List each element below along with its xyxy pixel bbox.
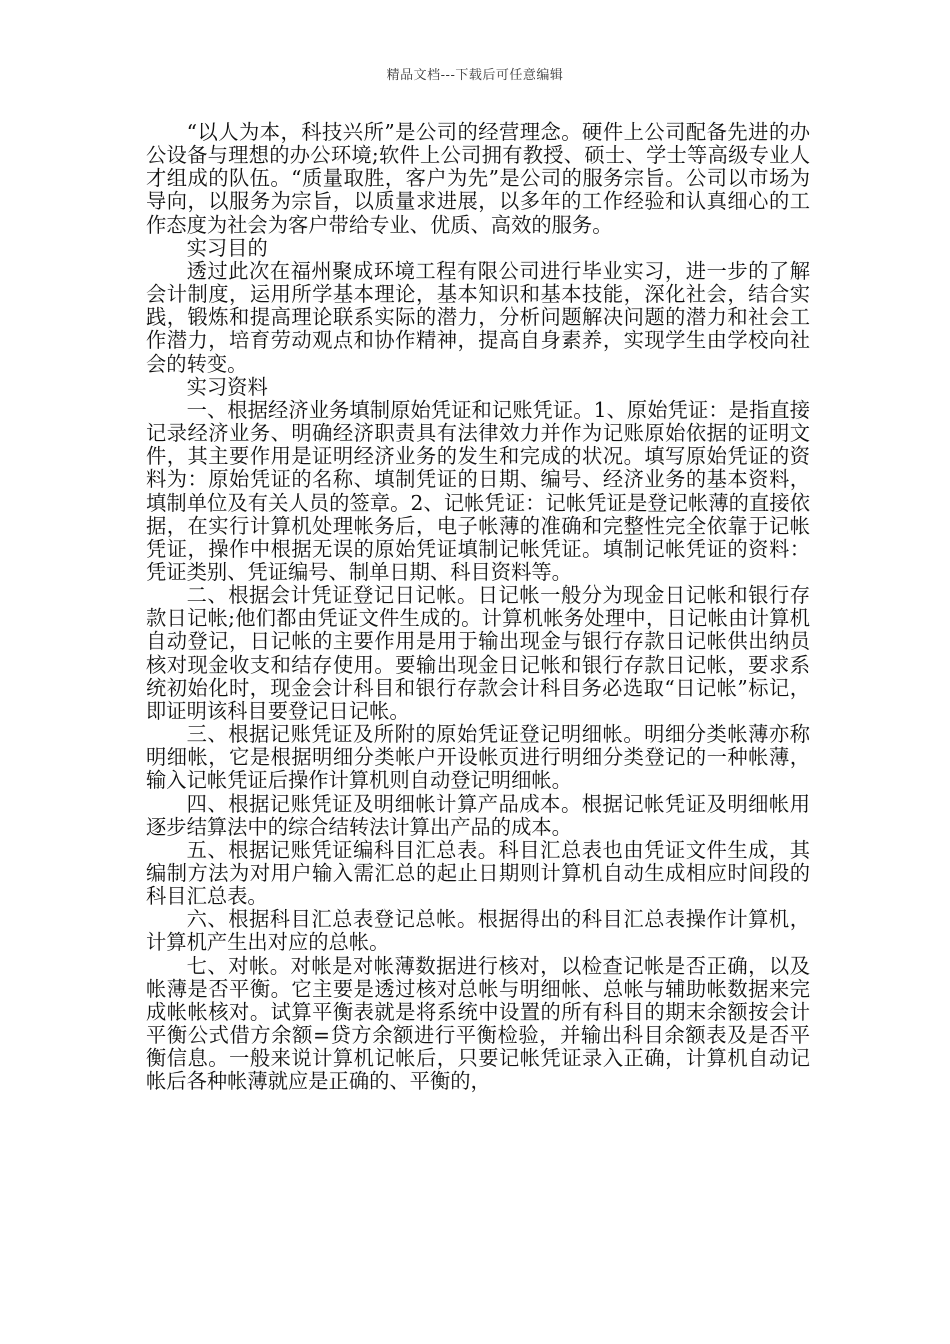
section-heading-purpose: 实习目的: [186, 235, 268, 260]
paragraph-company-philosophy: “以人为本，科技兴所”是公司的经营理念。硬件上公司配备先进的办公设备与理想的办公环境;软件上公司拥有教授、硕士、学士等高级专业人才组成的队伍。“质量取胜，客户为先”是公司的服务宗旨。公司以市场为导向，以服务为宗旨，以质量求进展，以多年的工作经验和认真细心的工作态度为社会为客户带给专业、优质、高效的服务。: [146, 120, 810, 237]
section-heading-content: 实习资料: [186, 374, 268, 399]
paragraph-step-7: 七、对帐。对帐是对帐薄数据进行核对，以检查记帐是否正确，以及帐薄是否平衡。它主要是透过核对总帐与明细帐、总帐与辅助帐数据来完成帐帐核对。试算平衡表就是将系统中设置的所有科目的期末余额按会计平衡公式借方余额=贷方余额进行平衡检验，并输出科目余额表及是否平衡信息。一般来说计算机记帐后，只要记帐凭证录入正确，计算机自动记帐后各种帐薄就应是正确的、平衡的，: [146, 953, 810, 1094]
paragraph-step-6: 六、根据科目汇总表登记总帐。根据得出的科目汇总表操作计算机，计算机产生出对应的总帐。: [146, 907, 810, 955]
paragraph-step-2: 二、根据会计凭证登记日记帐。日记帐一般分为现金日记帐和银行存款日记帐;他们都由凭证文件生成的。计算机帐务处理中，日记帐由计算机自动登记，日记帐的主要作用是用于输出现金与银行存款日记帐供出纳员核对现金收支和结存使用。要输出现金日记帐和银行存款日记帐，要求系统初始化时，现金会计科目和银行存款会计科目务必选取“日记帐”标记，即证明该科目要登记日记帐。: [146, 583, 810, 723]
paragraph-purpose: 透过此次在福州聚成环境工程有限公司进行毕业实习，进一步的了解会计制度，运用所学基本理论，基本知识和基本技能，深化社会，结合实践，锻炼和提高理论联系实际的潜力，分析问题解决问题的潜力和社会工作潜力，培育劳动观点和协作精神，提高自身素养，实现学生由学校向社会的转变。: [146, 258, 810, 376]
paragraph-step-5: 五、根据记账凭证编科目汇总表。科目汇总表也由凭证文件生成，其编制方法为对用户输入需汇总的起止日期则计算机自动生成相应时间段的科目汇总表。: [146, 837, 810, 909]
paragraph-step-3: 三、根据记账凭证及所附的原始凭证登记明细帐。明细分类帐薄亦称明细帐，它是根据明细分类帐户开设帐页进行明细分类登记的一种帐薄，输入记帐凭证后操作计算机则自动登记明细帐。: [146, 722, 810, 793]
paragraph-step-1: 一、根据经济业务填制原始凭证和记账凭证。1、原始凭证：是指直接记录经济业务、明确经济职责具有法律效力并作为记账原始依据的证明文件，其主要作用是证明经济业务的发生和完成的状况。填写原始凭证的资料为：原始凭证的名称、填制凭证的日期、编号、经济业务的基本资料，填制单位及有关人员的签章。2、记帐凭证：记帐凭证是登记帐薄的直接依据，在实行计算机处理帐务后，电子帐薄的准确和完整性完全依靠于记帐凭证，操作中根据无误的原始凭证填制记帐凭证。填制记帐凭证的资料：凭证类别、凭证编号、制单日期、科目资料等。: [146, 397, 810, 584]
paragraph-step-4: 四、根据记账凭证及明细帐计算产品成本。根据记帐凭证及明细帐用逐步结算法中的综合结转法计算出产品的成本。: [146, 791, 810, 839]
page-header: 精品文档---下载后可任意编辑: [386, 68, 564, 83]
document-body: [146, 121, 810, 1094]
